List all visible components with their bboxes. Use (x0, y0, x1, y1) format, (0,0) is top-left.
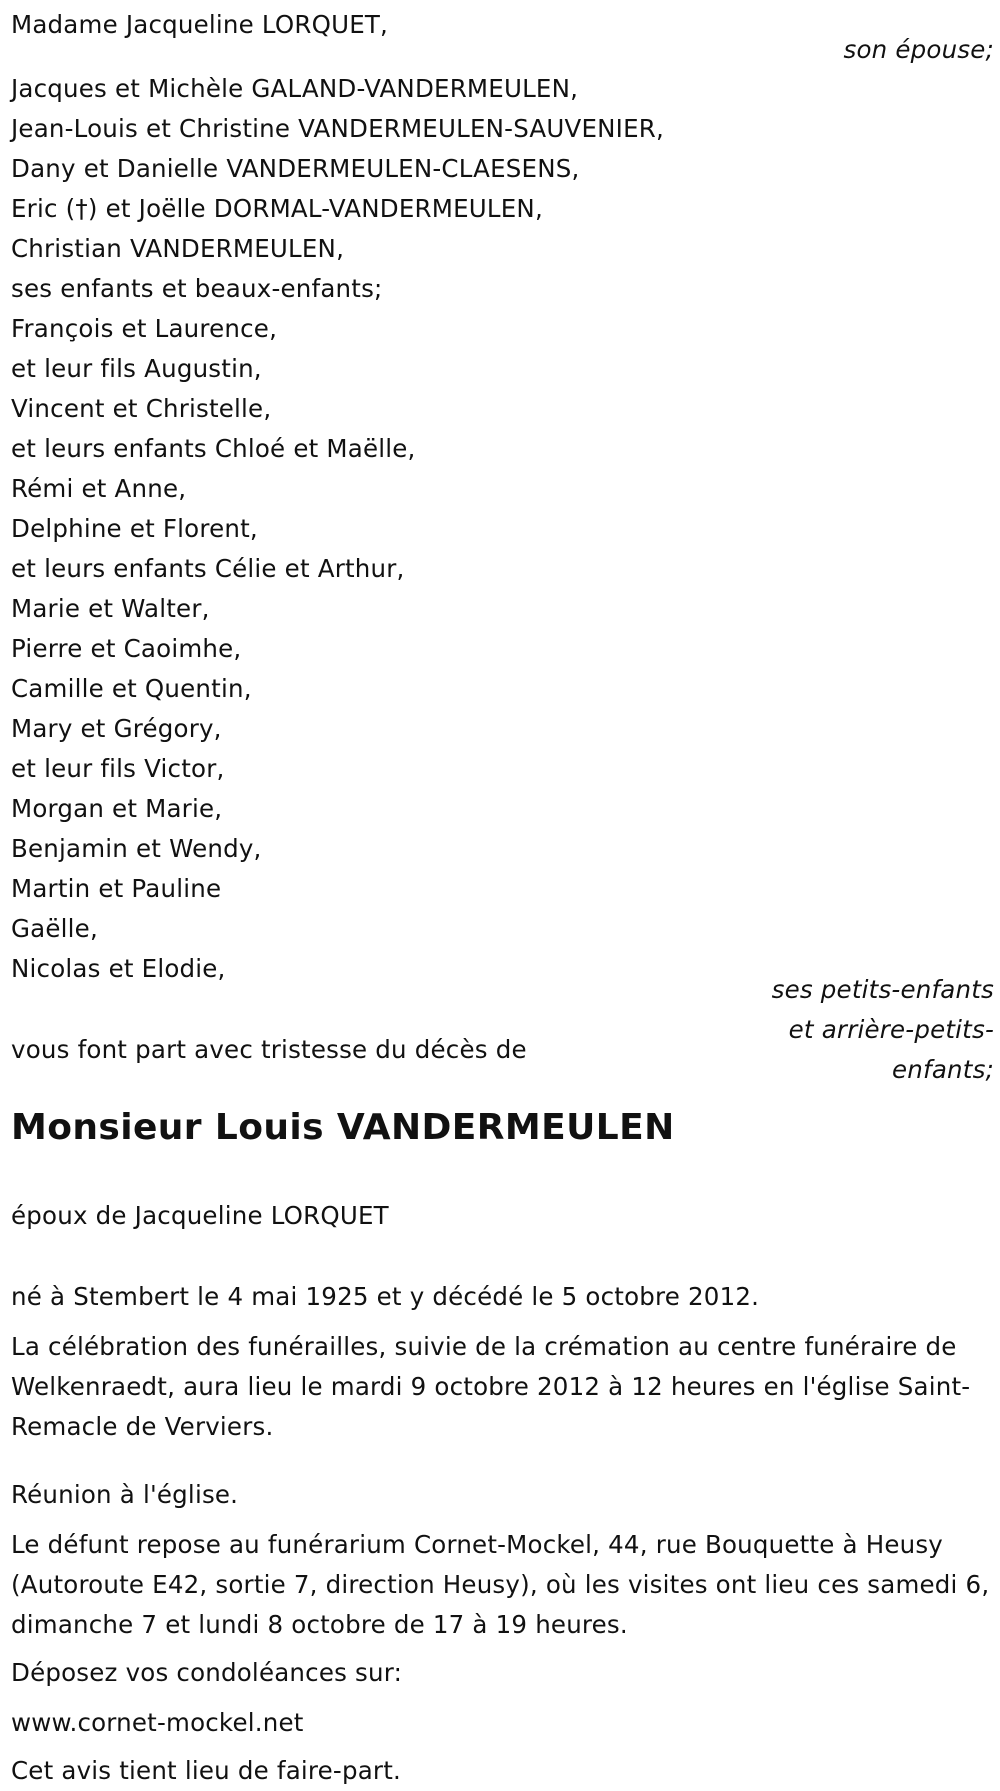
family-line: et leur fils Victor, (11, 754, 225, 783)
family-line: Rémi et Anne, (11, 474, 187, 503)
family-line: Martin et Pauline (11, 874, 222, 903)
family-line: Mary et Grégory, (11, 714, 222, 743)
family-line: Nicolas et Elodie, (11, 954, 226, 983)
spouse-name: Madame Jacqueline LORQUET, (11, 10, 389, 39)
deceased-name: Monsieur Louis VANDERMEULEN (11, 1107, 675, 1148)
family-line: Vincent et Christelle, (11, 394, 272, 423)
grandchildren-role-line1: ses petits-enfants (771, 975, 994, 1004)
announcement: vous font part avec tristesse du décès de (11, 1035, 527, 1064)
family-line: ses enfants et beaux-enfants; (11, 274, 383, 303)
family-line: Jacques et Michèle GALAND-VANDERMEULEN, (11, 74, 579, 103)
family-line: Gaëlle, (11, 914, 98, 943)
family-line: Morgan et Marie, (11, 794, 223, 823)
rest-paragraph: Le défunt repose au funérarium Cornet-Mockel, 44, rue Bouquette à Heusy (Autoroute E42, sortie 7, direction Heusy), où les visites ont lieu ces samedi 6, dimanche 7 et lundi 8 octobre de 17 à 19 heures. (11, 1530, 990, 1639)
family-line: Eric (†) et Joëlle DORMAL-VANDERMEULEN, (11, 194, 543, 223)
family-line: Dany et Danielle VANDERMEULEN-CLAESENS, (11, 154, 580, 183)
family-line: Camille et Quentin, (11, 674, 252, 703)
spouse-role: son épouse; (843, 35, 994, 64)
website-link[interactable]: www.cornet-mockel.net (11, 1708, 304, 1737)
family-line: Delphine et Florent, (11, 514, 258, 543)
notice-paragraph: Cet avis tient lieu de faire-part. (11, 1756, 401, 1785)
funeral-paragraph: La célébration des funérailles, suivie de la crémation au centre funéraire de Welkenraedt, aura lieu le mardi 9 octobre 2012 à 12 heures en l'église Saint-Remacle de Verviers. (11, 1332, 971, 1441)
family-line: et leurs enfants Célie et Arthur, (11, 554, 405, 583)
reunion-paragraph: Réunion à l'église. (11, 1480, 239, 1509)
grandchildren-role-line2: et arrière-petits- (788, 1015, 994, 1044)
family-line: Marie et Walter, (11, 594, 210, 623)
birth-death: né à Stembert le 4 mai 1925 et y décédé le 5 octobre 2012. (11, 1282, 760, 1311)
family-line: Jean-Louis et Christine VANDERMEULEN-SAUVENIER, (11, 114, 665, 143)
family-list (11, 72, 664, 992)
family-line: François et Laurence, (11, 314, 278, 343)
family-line: Pierre et Caoimhe, (11, 634, 242, 663)
grandchildren-role-line3: enfants; (892, 1055, 994, 1084)
family-line: et leurs enfants Chloé et Maëlle, (11, 434, 416, 463)
family-line: Benjamin et Wendy, (11, 834, 262, 863)
spouse-of: époux de Jacqueline LORQUET (11, 1201, 389, 1230)
condolences-paragraph: Déposez vos condoléances sur: (11, 1658, 403, 1687)
family-line: Christian VANDERMEULEN, (11, 234, 345, 263)
family-line: et leur fils Augustin, (11, 354, 262, 383)
